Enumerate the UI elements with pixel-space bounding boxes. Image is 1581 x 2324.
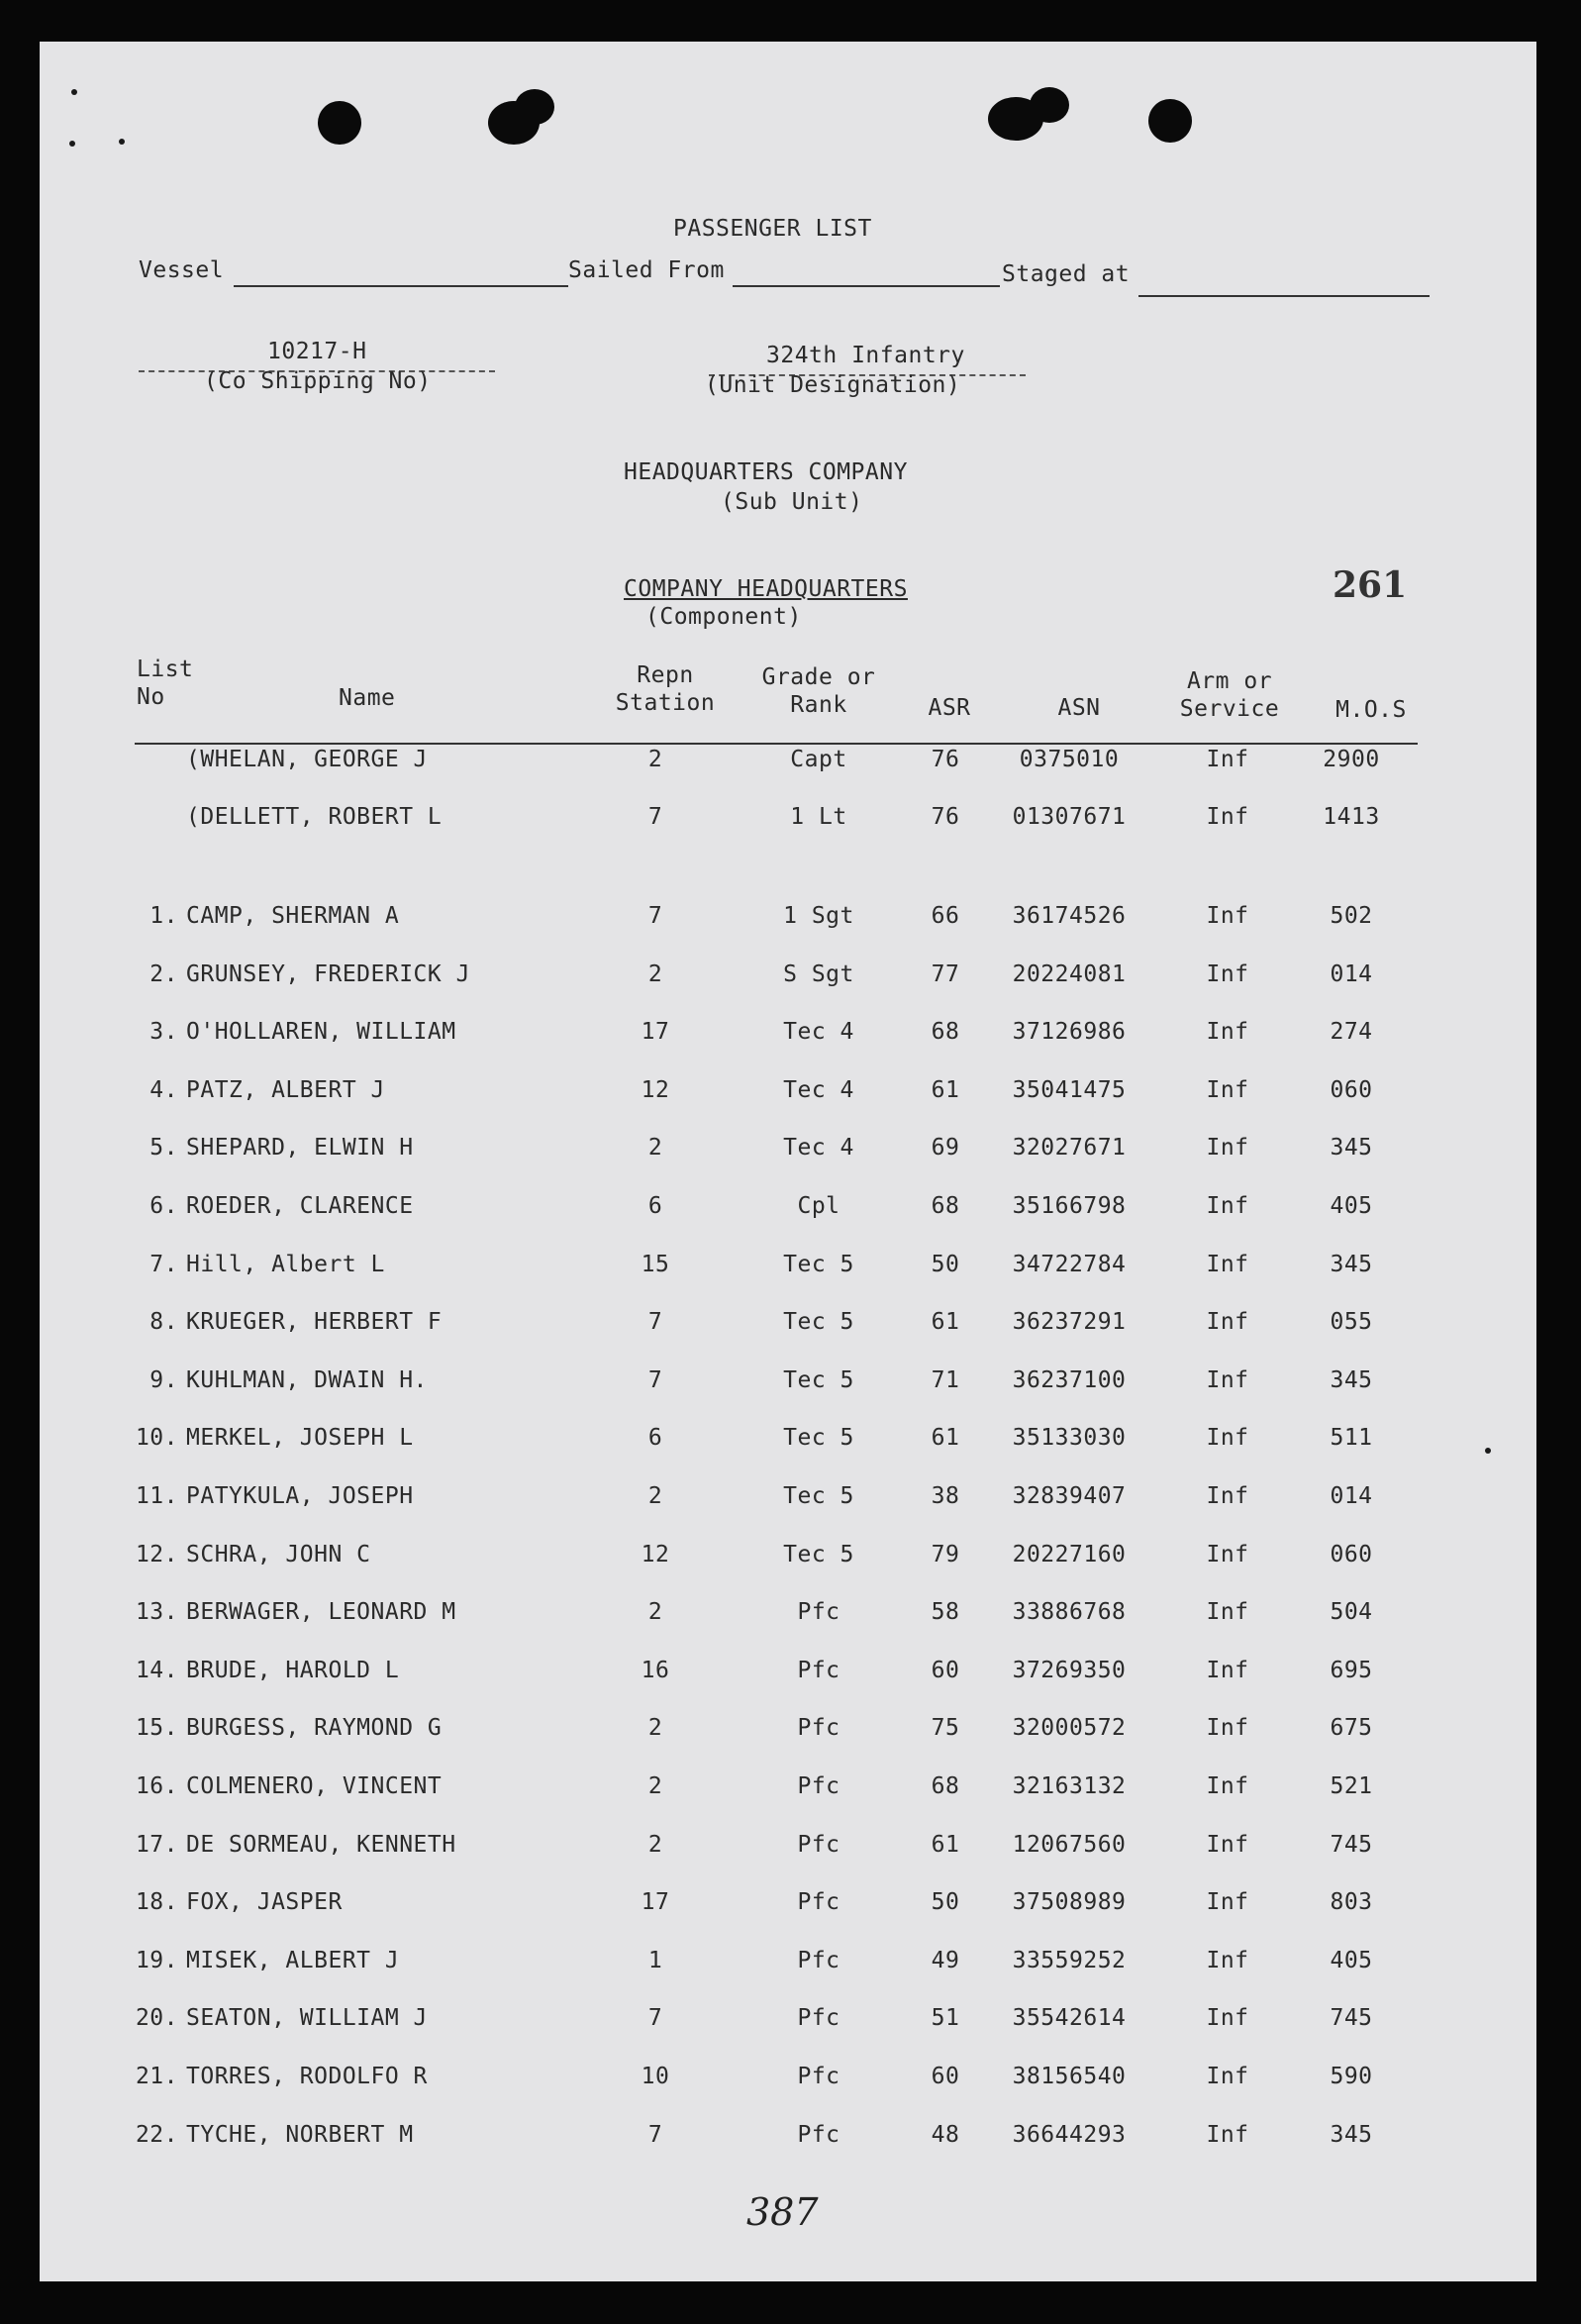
unit-designation: 324th Infantry [766,343,965,368]
table-row [40,2064,1536,2103]
table-row [40,961,1536,1001]
soldier-name: (WHELAN, GEORGE J [186,747,428,772]
soldier-name: TYCHE, NORBERT M [186,2121,414,2148]
repn-station: 2 [647,1483,663,1509]
grade-rank: Pfc [797,2064,840,2089]
repn-station: 7 [647,1309,663,1336]
soldier-name: BURGESS, RAYMOND G [186,1715,443,1742]
army-serial-number: 37269350 [1012,1657,1127,1683]
army-serial-number: 38156540 [1012,2064,1127,2089]
mos-code: 1413 [1323,804,1380,830]
arm-service: Inf [1206,1366,1249,1393]
arm-service: Inf [1206,1889,1249,1916]
repn-station: 17 [641,1019,670,1046]
asr-score: 68 [931,1193,960,1219]
mos-code: 803 [1330,1889,1373,1916]
grade-rank: Tec 4 [783,1076,854,1103]
soldier-name: KRUEGER, HERBERT F [186,1309,443,1336]
mos-code: 504 [1330,1599,1373,1626]
component-caption: (Component) [645,604,802,630]
asr-score: 76 [931,747,960,772]
army-serial-number: 33559252 [1012,1947,1127,1973]
arm-service: Inf [1206,1135,1249,1162]
list-number: 15. [135,1715,178,1742]
document-title: PASSENGER LIST [673,216,872,242]
arm-service: Inf [1206,1831,1249,1858]
table-row [40,1889,1536,1929]
table-row [40,747,1536,786]
list-number: 7. [149,1251,178,1277]
grade-rank: Tec 5 [783,1483,854,1509]
vessel-label: Vessel [139,257,225,283]
table-row [40,804,1536,844]
arm-service: Inf [1206,2064,1249,2089]
col-arm-service: Arm or Service [1179,668,1280,722]
mos-code: 345 [1330,1251,1373,1277]
mos-code: 014 [1330,1483,1373,1509]
asr-score: 49 [931,1947,960,1973]
soldier-name: BERWAGER, LEONARD M [186,1599,456,1626]
asr-score: 51 [931,2005,960,2032]
list-number: 3. [149,1019,178,1046]
table-row [40,1483,1536,1523]
mos-code: 060 [1330,1541,1373,1567]
soldier-name: FOX, JASPER [186,1889,343,1916]
army-serial-number: 20227160 [1012,1541,1127,1567]
soldier-name: KUHLMAN, DWAIN H. [186,1366,428,1393]
asr-score: 61 [931,1309,960,1336]
table-row [40,1193,1536,1233]
table-row [40,1542,1536,1581]
army-serial-number: 33886768 [1012,1599,1127,1626]
grade-rank: Pfc [797,1599,840,1626]
army-serial-number: 12067560 [1012,1831,1127,1858]
asr-score: 77 [931,960,960,987]
army-serial-number: 36174526 [1012,903,1127,929]
army-serial-number: 0375010 [1019,747,1120,772]
arm-service: Inf [1206,1541,1249,1567]
asr-score: 76 [931,804,960,830]
list-number: 17. [135,1831,178,1858]
table-row [40,2005,1536,2045]
soldier-name: SHEPARD, ELWIN H [186,1135,414,1162]
grade-rank: Pfc [797,1947,840,1973]
arm-service: Inf [1206,1019,1249,1046]
arm-service: Inf [1206,2121,1249,2148]
grade-rank: Tec 5 [783,1251,854,1277]
mos-code: 345 [1330,1135,1373,1162]
arm-service: Inf [1206,804,1249,830]
repn-station: 7 [647,2121,663,2148]
soldier-name: CAMP, SHERMAN A [186,903,400,929]
repn-station: 10 [641,2064,670,2089]
asr-score: 58 [931,1599,960,1626]
grade-rank: Cpl [797,1193,840,1219]
army-serial-number: 37126986 [1012,1019,1127,1046]
table-row [40,1832,1536,1871]
mos-code: 405 [1330,1947,1373,1973]
table-row [40,1367,1536,1407]
army-serial-number: 32027671 [1012,1135,1127,1162]
grade-rank: Pfc [797,1831,840,1858]
soldier-name: GRUNSEY, FREDERICK J [186,960,470,987]
soldier-name: PATYKULA, JOSEPH [186,1483,414,1509]
repn-station: 2 [647,1715,663,1742]
mos-code: 405 [1330,1193,1373,1219]
asr-score: 50 [931,1251,960,1277]
army-serial-number: 32839407 [1012,1483,1127,1509]
list-number: 6. [149,1193,178,1219]
list-number: 13. [135,1599,178,1626]
asr-score: 61 [931,1831,960,1858]
list-number: 12. [135,1541,178,1567]
col-name: Name [339,685,396,711]
soldier-name: TORRES, RODOLFO R [186,2064,428,2089]
arm-service: Inf [1206,2005,1249,2032]
list-number: 16. [135,1773,178,1799]
army-serial-number: 36237100 [1012,1366,1127,1393]
arm-service: Inf [1206,1947,1249,1973]
grade-rank: S Sgt [783,960,854,987]
mos-code: 695 [1330,1657,1373,1683]
grade-rank: Tec 5 [783,1309,854,1336]
soldier-name: MISEK, ALBERT J [186,1947,400,1973]
grade-rank: Capt [790,747,847,772]
asr-score: 48 [931,2121,960,2148]
table-row [40,1309,1536,1349]
arm-service: Inf [1206,1773,1249,1799]
asr-score: 71 [931,1366,960,1393]
grade-rank: Tec 5 [783,1366,854,1393]
repn-station: 12 [641,1076,670,1103]
list-number: 9. [149,1366,178,1393]
repn-station: 7 [647,804,663,830]
asr-score: 60 [931,1657,960,1683]
repn-station: 7 [647,903,663,929]
table-row [40,1658,1536,1697]
asr-score: 61 [931,1076,960,1103]
table-row [40,2122,1536,2162]
asr-score: 69 [931,1135,960,1162]
arm-service: Inf [1206,1251,1249,1277]
mos-code: 2900 [1323,747,1380,772]
list-number: 20. [135,2005,178,2032]
list-number: 1. [149,903,178,929]
grade-rank: 1 Lt [790,804,847,830]
mos-code: 345 [1330,2121,1373,2148]
table-row [40,1077,1536,1117]
table-row [40,903,1536,943]
page-stamp: 261 [1333,564,1408,606]
soldier-name: (DELLETT, ROBERT L [186,804,443,830]
asr-score: 61 [931,1425,960,1452]
handwritten-page-number: 387 [746,2190,819,2234]
col-list-no: List No [137,657,194,710]
list-number: 2. [149,960,178,987]
arm-service: Inf [1206,960,1249,987]
list-number: 4. [149,1076,178,1103]
soldier-name: PATZ, ALBERT J [186,1076,385,1103]
arm-service: Inf [1206,1425,1249,1452]
army-serial-number: 35542614 [1012,2005,1127,2032]
repn-station: 2 [647,1773,663,1799]
sub-unit-caption: (Sub Unit) [721,489,863,515]
repn-station: 2 [647,1831,663,1858]
soldier-name: O'HOLLAREN, WILLIAM [186,1019,456,1046]
table-row [40,1252,1536,1291]
col-repn-station: Repn Station [615,662,716,716]
table-row [40,1135,1536,1174]
col-mos: M.O.S [1335,697,1407,723]
arm-service: Inf [1206,747,1249,772]
asr-score: 79 [931,1541,960,1567]
grade-rank: Pfc [797,2005,840,2032]
grade-rank: Tec 5 [783,1541,854,1567]
table-row [40,1425,1536,1465]
list-number: 22. [135,2121,178,2148]
mos-code: 055 [1330,1309,1373,1336]
staged-at-label: Staged at [1002,261,1131,287]
army-serial-number: 20224081 [1012,960,1127,987]
grade-rank: Pfc [797,1889,840,1916]
arm-service: Inf [1206,1657,1249,1683]
list-number: 8. [149,1309,178,1336]
mos-code: 745 [1330,2005,1373,2032]
list-number: 10. [135,1425,178,1452]
repn-station: 12 [641,1541,670,1567]
col-asn: ASN [1057,695,1101,721]
arm-service: Inf [1206,1483,1249,1509]
table-row [40,1948,1536,1987]
asr-score: 66 [931,903,960,929]
army-serial-number: 32163132 [1012,1773,1127,1799]
grade-rank: Tec 4 [783,1135,854,1162]
document-page [40,42,1536,2281]
soldier-name: COLMENERO, VINCENT [186,1773,443,1799]
arm-service: Inf [1206,1076,1249,1103]
asr-score: 38 [931,1483,960,1509]
repn-station: 6 [647,1425,663,1452]
mos-code: 502 [1330,903,1373,929]
table-row [40,1599,1536,1639]
soldier-name: Hill, Albert L [186,1251,385,1277]
table-row [40,1019,1536,1059]
roster-table [40,42,1536,2281]
repn-station: 15 [641,1251,670,1277]
grade-rank: 1 Sgt [783,903,854,929]
shipping-number: 10217-H [267,339,367,364]
arm-service: Inf [1206,1309,1249,1336]
arm-service: Inf [1206,1599,1249,1626]
sailed-from-label: Sailed From [568,257,725,283]
asr-score: 50 [931,1889,960,1916]
table-row [40,1773,1536,1813]
grade-rank: Pfc [797,2121,840,2148]
col-grade-rank: Grade or Rank [761,664,876,718]
repn-station: 2 [647,1135,663,1162]
grade-rank: Tec 5 [783,1425,854,1452]
asr-score: 68 [931,1019,960,1046]
mos-code: 060 [1330,1076,1373,1103]
mos-code: 511 [1330,1425,1373,1452]
list-number: 18. [135,1889,178,1916]
army-serial-number: 32000572 [1012,1715,1127,1742]
army-serial-number: 36644293 [1012,2121,1127,2148]
soldier-name: MERKEL, JOSEPH L [186,1425,414,1452]
shipping-number-caption: (Co Shipping No) [204,368,432,394]
soldier-name: SCHRA, JOHN C [186,1541,371,1567]
mos-code: 745 [1330,1831,1373,1858]
repn-station: 1 [647,1947,663,1973]
asr-score: 75 [931,1715,960,1742]
army-serial-number: 35133030 [1012,1425,1127,1452]
repn-station: 17 [641,1889,670,1916]
list-number: 5. [149,1135,178,1162]
grade-rank: Pfc [797,1773,840,1799]
mos-code: 345 [1330,1366,1373,1393]
grade-rank: Pfc [797,1715,840,1742]
list-number: 19. [135,1947,178,1973]
component: COMPANY HEADQUARTERS [624,576,908,602]
army-serial-number: 35166798 [1012,1193,1127,1219]
army-serial-number: 35041475 [1012,1076,1127,1103]
arm-service: Inf [1206,1715,1249,1742]
soldier-name: DE SORMEAU, KENNETH [186,1831,456,1858]
arm-service: Inf [1206,903,1249,929]
repn-station: 7 [647,2005,663,2032]
army-serial-number: 34722784 [1012,1251,1127,1277]
repn-station: 7 [647,1366,663,1393]
col-asr: ASR [928,695,971,721]
list-number: 11. [135,1483,178,1509]
arm-service: Inf [1206,1193,1249,1219]
unit-designation-caption: (Unit Designation) [705,372,961,398]
mos-code: 274 [1330,1019,1373,1046]
asr-score: 60 [931,2064,960,2089]
repn-station: 2 [647,747,663,772]
army-serial-number: 36237291 [1012,1309,1127,1336]
soldier-name: SEATON, WILLIAM J [186,2005,428,2032]
list-number: 14. [135,1657,178,1683]
soldier-name: ROEDER, CLARENCE [186,1193,414,1219]
grade-rank: Pfc [797,1657,840,1683]
army-serial-number: 01307671 [1012,804,1127,830]
asr-score: 68 [931,1773,960,1799]
repn-station: 2 [647,960,663,987]
sub-unit: HEADQUARTERS COMPANY [624,459,908,485]
army-serial-number: 37508989 [1012,1889,1127,1916]
list-number: 21. [135,2064,178,2089]
repn-station: 2 [647,1599,663,1626]
soldier-name: BRUDE, HAROLD L [186,1657,400,1683]
grade-rank: Tec 4 [783,1019,854,1046]
repn-station: 6 [647,1193,663,1219]
mos-code: 675 [1330,1715,1373,1742]
mos-code: 521 [1330,1773,1373,1799]
repn-station: 16 [641,1657,670,1683]
table-row [40,1715,1536,1755]
mos-code: 590 [1330,2064,1373,2089]
mos-code: 014 [1330,960,1373,987]
